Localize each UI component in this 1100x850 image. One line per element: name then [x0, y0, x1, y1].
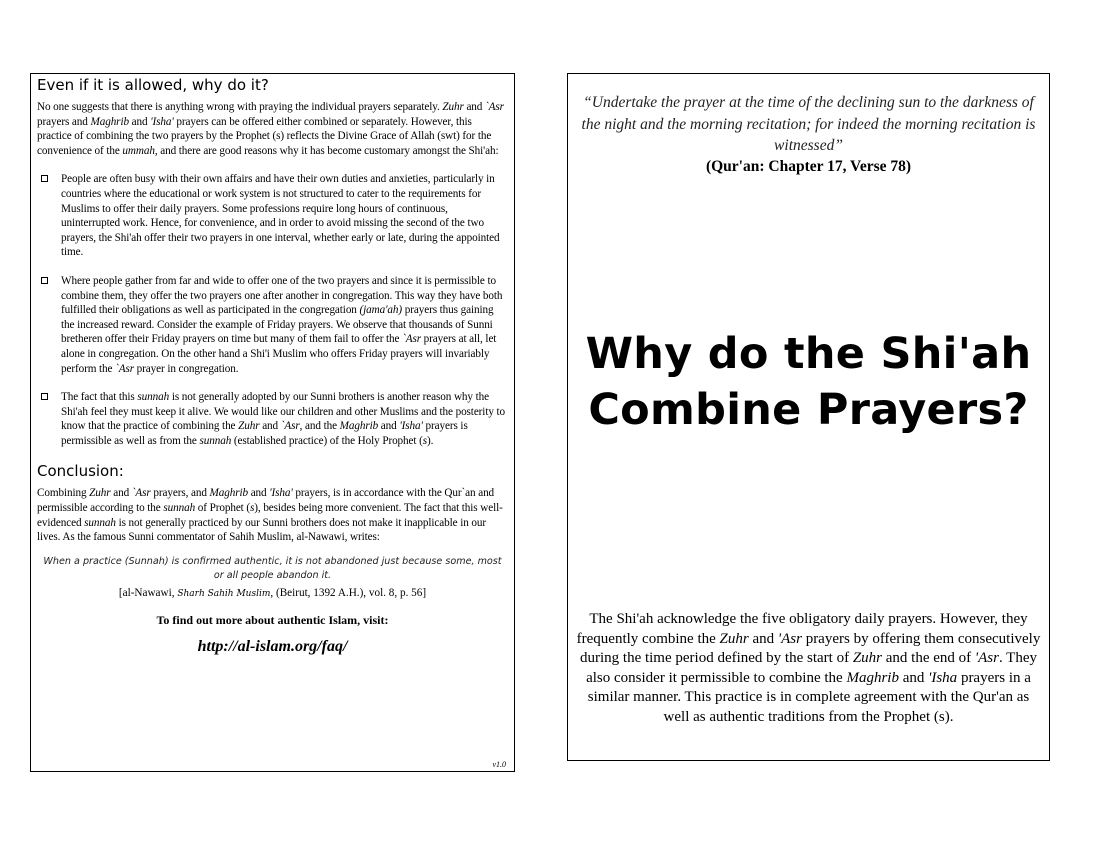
- quran-verse: “Undertake the prayer at the time of the declining sun to the darkness of the night and the morning recitation; for indeed the morning recitation is witnessed”: [581, 94, 1036, 154]
- italic-term: sunnah: [84, 516, 116, 529]
- italic-term: sunnah: [163, 502, 196, 515]
- visit-prompt: To find out more about authentic Islam, visit:: [156, 612, 389, 627]
- italic-term: Maghrib: [90, 115, 129, 128]
- verse-reference: (Qur'an: Chapter 17, Verse 78): [705, 157, 912, 175]
- italic-term: `Asr: [131, 487, 151, 500]
- italic-term: 'Isha': [399, 420, 423, 433]
- italic-term: 'Asr: [974, 650, 999, 667]
- italic-term: 'Isha: [928, 669, 958, 686]
- quote-citation: [37, 586, 508, 601]
- citation-book-title: Sharh Sahih Muslim: [177, 588, 271, 599]
- italic-term: s: [422, 434, 428, 447]
- italic-term: sunnah: [199, 434, 232, 447]
- title-line-2: Combine Prayers?: [588, 385, 1029, 435]
- italic-term: Maghrib: [846, 669, 899, 686]
- italic-term: `Asr: [280, 420, 300, 433]
- italic-term: ummah: [122, 144, 155, 157]
- nawawi-quote: When a practice (Sunnah) is confirmed authentic, it is not abandoned just because some, most or all people abandon it.: [43, 555, 502, 581]
- italic-term: Zuhr: [719, 630, 749, 647]
- summary-paragraph: The Shi'ah acknowledge the five obligatory daily prayers. However, they frequently combine the Zuhr and 'Asr prayers by offering them consecutively during the time period defined by the start of Zuhr and the end of 'Asr. They also consider it permissible to combine the Maghrib and 'Isha prayers in a similar manner. This practice is in complete agreement with the Qur'an as well as authentic traditions from the Prophet (s).: [576, 611, 1041, 725]
- italic-term: sunnah: [137, 391, 170, 404]
- conclusion-paragraph: Combining Zuhr and `Asr prayers, and Maghrib and 'Isha' prayers, is in accordance with the Qur`an and permissible according to the sunnah of Prophet (s), besides being more convenient. The fact that this well-evidenced sunnah is not generally practiced by our Sunni brothers does not make it inapplicable in our lives. As the famous Sunni commentator of Sahih Muslim, al-Nawawi, writes:: [37, 487, 503, 544]
- italic-term: (jama'ah): [359, 304, 403, 317]
- citation-prefix: [al-Nawawi,: [118, 586, 178, 599]
- section-heading: Even if it is allowed, why do it?: [37, 76, 269, 94]
- faq-link[interactable]: http://al-islam.org/faq/: [197, 637, 348, 655]
- checkbox-bullet-icon: [41, 393, 48, 400]
- italic-term: Maghrib: [209, 487, 248, 500]
- italic-term: Maghrib: [339, 420, 379, 433]
- page-title: [568, 326, 1049, 438]
- reason-item: [37, 390, 508, 448]
- italic-term: 'Isha': [269, 487, 293, 500]
- italic-term: 'Isha': [150, 115, 174, 128]
- italic-term: Zuhr: [238, 420, 260, 433]
- conclusion-heading: Conclusion:: [37, 462, 124, 481]
- intro-paragraph: No one suggests that there is anything wrong with praying the individual prayers separately. Zuhr and `Asr prayers and Maghrib and 'Isha' prayers can be offered either combined or separately. However, this practice of combining the two prayers by the Prophet (s) reflects the Divine Grace of Allah (swt) for the convenience of the ummah, and there are good reasons why it has become customary amongst the Shi'ah:: [37, 101, 504, 157]
- checkbox-bullet-icon: [41, 175, 48, 182]
- italic-term: Zuhr: [852, 650, 883, 667]
- italic-term: Zuhr: [89, 487, 111, 500]
- title-line-1: Why do the Shi'ah: [585, 329, 1032, 379]
- reasons-list: [37, 172, 508, 448]
- citation-suffix: , (Beirut, 1392 A.H.), vol. 8, p. 56]: [270, 586, 427, 599]
- italic-term: `Asr: [485, 101, 504, 113]
- left-panel: [30, 73, 515, 772]
- italic-term: Zuhr: [442, 101, 464, 113]
- italic-term: `Asr: [402, 333, 421, 346]
- reason-text: The fact that this sunnah is not generally adopted by our Sunni brothers is another reason why the Shi'ah feel they must keep it alive. We would like our children and other Muslims and the posterity to know that the practice of combining the Zuhr and `Asr, and the Maghrib and 'Isha' prayers is permissible as well as from the sunnah (established practice) of the Holy Prophet (s).: [61, 391, 506, 447]
- reason-item: [37, 274, 508, 376]
- reason-item: [37, 172, 508, 260]
- italic-term: s: [250, 502, 255, 515]
- reason-text: Where people gather from far and wide to offer one of the two prayers and since it is permissible to combine them, they offer the two prayers one after another in congregation. This way they have both fulfilled their obligations as well as participated in the congregation (jama'ah) prayers thus gaining the increased reward. Consider the example of Friday prayers. We observe that thousands of Sunni bretheren offer their Friday prayers on time but many of them fail to offer the `Asr prayers at all, let alone in congregation. On the other hand a Shi'i Muslim who offers Friday prayers will invariably perform the `Asr prayer in congregation.: [61, 274, 503, 375]
- reason-text: People are often busy with their own affairs and have their own duties and anxieties, particularly in countries where the educational or work system is not structured to cater to the requirements for Muslims to offer their daily prayers. Some professions require long hours of continuous, uninterrupted work. Hence, for convenience, and in order to avoid missing the second of the two prayers, the Shi'ah offer their two prayers in one interval, whether early or late, during the appointed time.: [61, 173, 500, 259]
- italic-term: 'Asr: [777, 630, 802, 647]
- italic-term: `Asr: [115, 362, 134, 375]
- right-panel: [567, 73, 1050, 761]
- version-label: v1.0: [492, 760, 506, 769]
- checkbox-bullet-icon: [41, 277, 48, 284]
